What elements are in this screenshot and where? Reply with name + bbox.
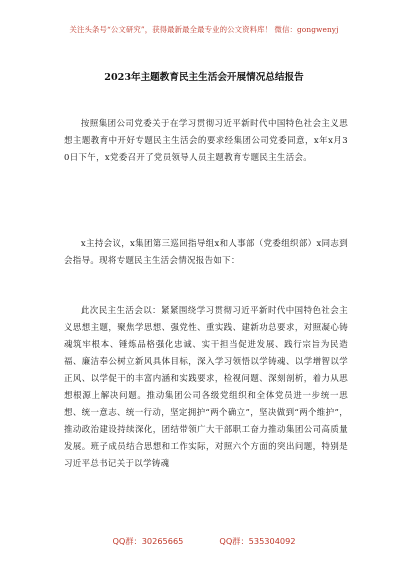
document-title: 2023年主题教育民主生活会开展情况总结报告	[104, 72, 304, 83]
paragraph-attendance: x主持会议，x集团第三巡回指导组x和人事部（党委组织部）x同志到会指导。现将专题民主生活会情况报告如下：	[64, 238, 348, 266]
footer-qq-group-2: QQ群：535304092	[219, 536, 296, 546]
footer-contact	[0, 536, 408, 547]
footer-qq-group-1: QQ群：30265665	[112, 536, 184, 546]
paragraph-meeting-content: 此次民主生活会以：紧紧围绕学习贯彻习近平新时代中国特色社会主义思想主题，聚焦学思想、强党性、重实践、建新功总要求，对照凝心铸魂筑牢根本、锤炼品格强化忠诚、实干担当促进发展、践行宗旨为民造福、廉洁奉公树立新风具体目标，深入学习领悟以学铸魂、以学增智以学正风、以学促干的丰富内涵和实践要求，检视问题、深刻剖析，着力从思想根源上解决问题。推动集团公司各级党组织和全体党员进一步统一思想、统一意志、统一行动，坚定拥护“两个确立”，坚决做到“两个维护”，推动政治建设持续深化，团结带领广大干部职工奋力推动集团公司高质量发展。班子成员结合思想和工作实际，对照六个方面的突出问题，特别是习近平总书记关于以学铸魂	[64, 305, 348, 469]
paragraph-intro: 按照集团公司党委关于在学习贯彻习近平新时代中国特色社会主义思想主题教育中开好专题民主生活会的要求经集团公司党委同意，x年x月30日下午，x党委召开了党员领导人员主题教育专题民主生活会。	[64, 118, 348, 163]
header-notice: 关注头条号“公文研究”，获得最新最全最专业的公文资料库！ 微信：gongwenyj	[69, 25, 339, 34]
